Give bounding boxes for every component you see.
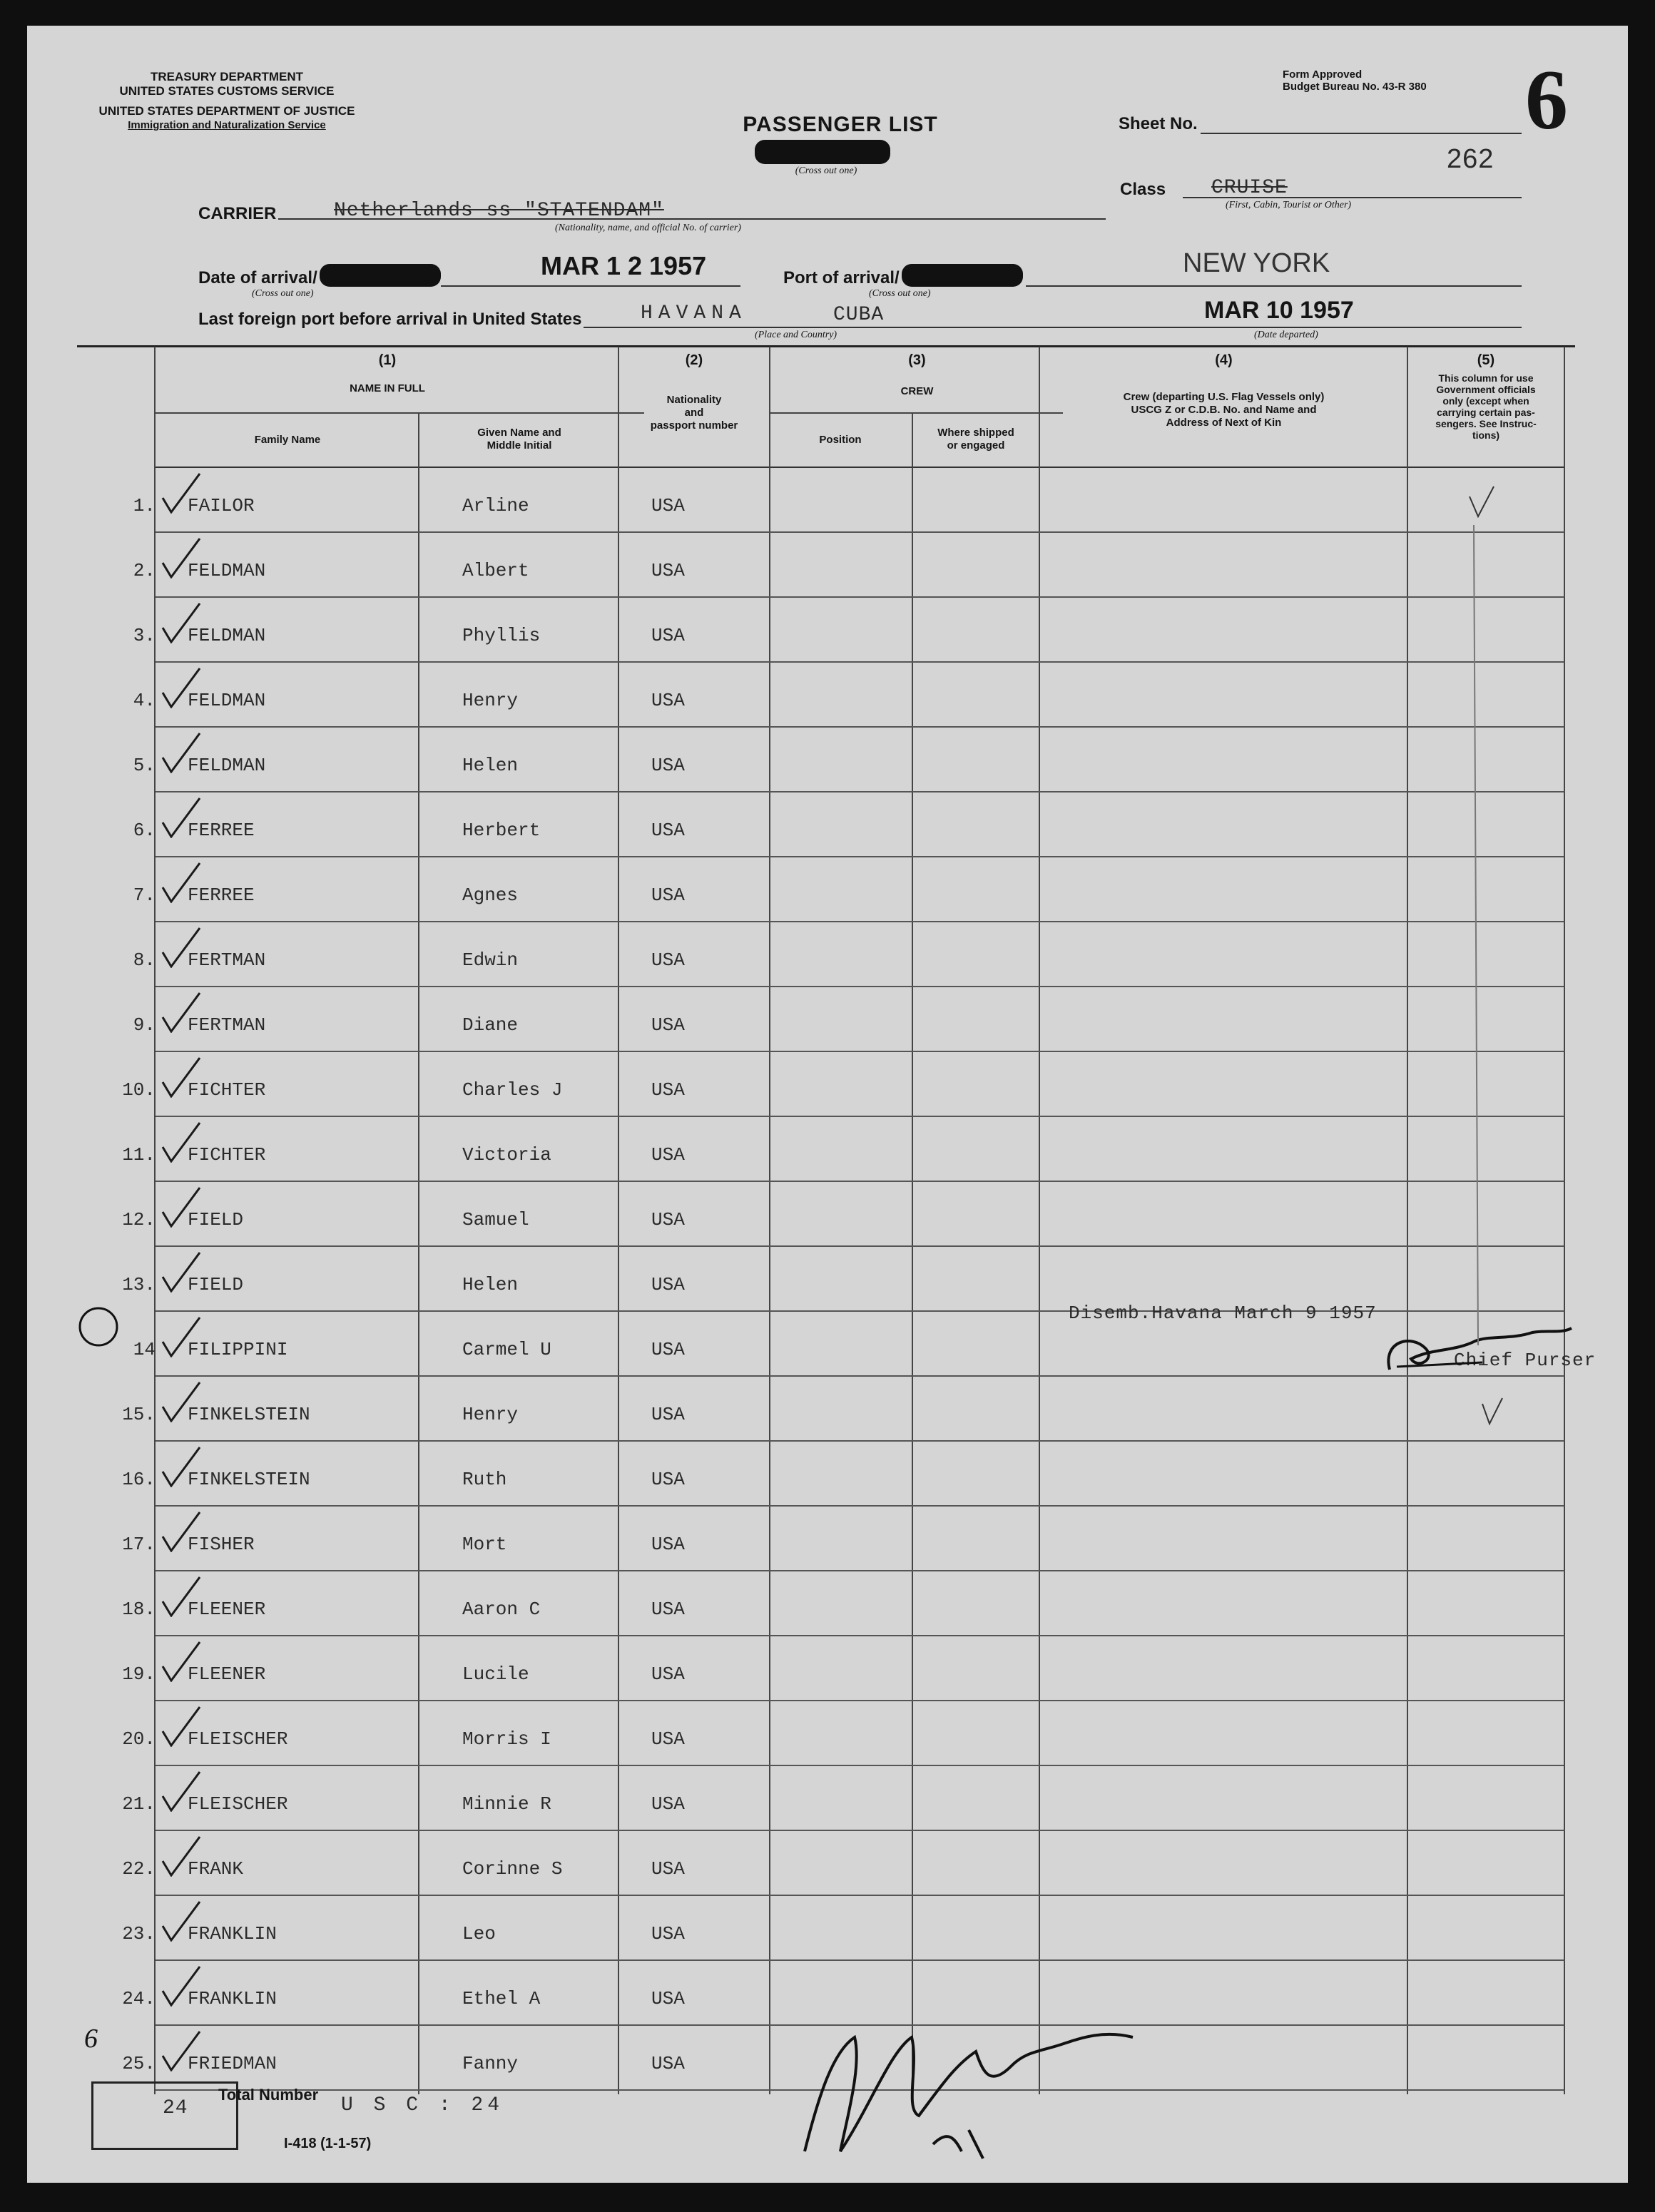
given-name-cell: Charles J — [462, 1079, 563, 1101]
row-divider — [156, 856, 1564, 857]
inspector-signature-icon — [776, 2009, 1147, 2180]
row-divider — [156, 1440, 1564, 1442]
row-number: 25. — [122, 2053, 156, 2074]
nationality-cell: USA — [651, 1923, 685, 1945]
row-number: 21. — [122, 1793, 156, 1815]
row-number: 7. — [133, 885, 156, 906]
given-name-cell: Ethel A — [462, 1988, 541, 2009]
row-divider — [156, 1181, 1564, 1182]
row-divider — [156, 986, 1564, 987]
nationality-cell: USA — [651, 1663, 685, 1685]
family-name-cell: FINKELSTEIN — [188, 1469, 310, 1490]
purser-note: Chief Purser — [1454, 1350, 1597, 1371]
row-number: 15. — [122, 1404, 156, 1425]
carrier-caption: (Nationality, name, and official No. of carrier) — [555, 223, 741, 233]
checkmark-icon — [160, 1509, 203, 1552]
nationality-cell: USA — [651, 690, 685, 711]
given-name-cell: Edwin — [462, 949, 519, 971]
family-name-cell: FERREE — [188, 885, 255, 906]
col-family-name: Family Name — [254, 434, 321, 446]
nationality-cell: USA — [651, 560, 685, 581]
checkmark-icon — [160, 795, 203, 838]
nationality-cell: USA — [651, 1014, 685, 1036]
nationality-cell: USA — [651, 1599, 685, 1620]
checkmark-icon — [160, 1769, 203, 1812]
col-nationality: Nationality and passport number — [650, 394, 738, 432]
row-divider — [156, 1116, 1564, 1117]
given-name-cell: Minnie R — [462, 1793, 551, 1815]
form-code: I-418 (1-1-57) — [284, 2136, 372, 2151]
checkmark-icon — [160, 1574, 203, 1617]
row-divider — [156, 531, 1564, 533]
checkmark-icon — [160, 666, 203, 708]
row-divider — [156, 596, 1564, 598]
family-name-cell: FELDMAN — [188, 690, 266, 711]
nationality-cell: USA — [651, 1858, 685, 1880]
redaction-mark — [320, 264, 441, 287]
date-arrival-value: MAR 1 2 1957 — [541, 251, 707, 280]
agency-justice: UNITED STATES DEPARTMENT OF JUSTICE — [98, 104, 355, 118]
col-1-title: NAME IN FULL — [350, 382, 425, 394]
family-name-cell: FILIPPINI — [188, 1339, 288, 1360]
row-number: 10. — [122, 1079, 156, 1101]
row-divider — [156, 1895, 1564, 1896]
nationality-cell: USA — [651, 1144, 685, 1166]
row-number: 12. — [122, 1209, 156, 1230]
given-name-cell: Helen — [462, 1274, 519, 1295]
given-name-cell: Corinne S — [462, 1858, 563, 1880]
checkmark-icon — [160, 601, 203, 643]
given-name-cell: Herbert — [462, 820, 541, 841]
family-name-cell: FISHER — [188, 1534, 255, 1555]
row-divider — [156, 726, 1564, 728]
carrier-label: CARRIER — [198, 204, 277, 223]
family-name-cell: FERTMAN — [188, 949, 266, 971]
family-name-cell: FAILOR — [188, 495, 255, 516]
col-3-number: (3) — [908, 352, 926, 368]
given-name-cell: Henry — [462, 1404, 519, 1425]
row-divider — [156, 921, 1564, 922]
total-number-value: 24 — [163, 2097, 188, 2119]
family-name-cell: FICHTER — [188, 1079, 266, 1101]
given-name-cell: Helen — [462, 755, 519, 776]
row-number: 1. — [133, 495, 156, 516]
col-position: Position — [819, 434, 862, 446]
purser-signature-icon — [1368, 1320, 1582, 1377]
last-port-country: CUBA — [833, 304, 885, 326]
checkmark-icon — [160, 925, 203, 968]
checkmark-icon — [160, 1964, 203, 2007]
checkmark-icon — [160, 1380, 203, 1422]
family-name-cell: FINKELSTEIN — [188, 1404, 310, 1425]
nationality-cell: USA — [651, 820, 685, 841]
nationality-cell: USA — [651, 1209, 685, 1230]
given-name-cell: Ruth — [462, 1469, 507, 1490]
checkmark-icon — [160, 1185, 203, 1228]
checkmark-icon — [160, 1250, 203, 1293]
given-name-cell: Victoria — [462, 1144, 551, 1166]
row-number: 11. — [122, 1144, 156, 1166]
checkmark-icon — [160, 1639, 203, 1682]
family-name-cell: FELDMAN — [188, 755, 266, 776]
nationality-cell: USA — [651, 625, 685, 646]
row-divider — [156, 1635, 1564, 1636]
agency-ins: Immigration and Naturalization Service — [128, 119, 326, 131]
given-name-cell: Henry — [462, 690, 519, 711]
family-name-cell: FIELD — [188, 1209, 244, 1230]
row-divider — [156, 791, 1564, 792]
row-number: 24. — [122, 1988, 156, 2009]
row-divider — [156, 1505, 1564, 1507]
row-number: 16. — [122, 1469, 156, 1490]
nationality-cell: USA — [651, 1274, 685, 1295]
row-number: 9. — [133, 1014, 156, 1036]
sheet-label: Sheet No. — [1119, 114, 1198, 133]
checkmark-icon — [160, 860, 203, 903]
family-name-cell: FLEISCHER — [188, 1728, 288, 1750]
checkmark-icon — [160, 1120, 203, 1163]
date-departed-caption: (Date departed) — [1254, 330, 1318, 340]
nationality-cell: USA — [651, 1793, 685, 1815]
port-arrival-label: Port of arrival/ — [783, 268, 900, 287]
col-given-name: Given Name and Middle Initial — [477, 427, 561, 452]
agency-customs: UNITED STATES CUSTOMS SERVICE — [119, 84, 335, 98]
checkmark-icon — [160, 1055, 203, 1098]
family-name-cell: FELDMAN — [188, 625, 266, 646]
class-caption: (First, Cabin, Tourist or Other) — [1226, 200, 1352, 210]
disembark-note: Disemb.Havana March 9 1957 — [1069, 1303, 1377, 1324]
checkmark-icon — [160, 1315, 203, 1357]
nationality-cell: USA — [651, 1404, 685, 1425]
family-name-cell: FICHTER — [188, 1144, 266, 1166]
row-divider — [156, 1830, 1564, 1831]
nationality-cell: USA — [651, 1728, 685, 1750]
sheet-number: 262 — [1447, 144, 1494, 174]
given-name-cell: Phyllis — [462, 625, 541, 646]
family-name-cell: FLEENER — [188, 1599, 266, 1620]
row-divider — [156, 1375, 1564, 1377]
nationality-cell: USA — [651, 495, 685, 516]
last-port-city: HAVANA — [641, 302, 747, 325]
agency-treasury: TREASURY DEPARTMENT — [150, 70, 304, 83]
row-circle-icon — [77, 1305, 120, 1348]
family-name-cell: FRIEDMAN — [188, 2053, 277, 2074]
checkmark-icon — [160, 536, 203, 579]
given-name-cell: Mort — [462, 1534, 507, 1555]
family-name-cell: FRANKLIN — [188, 1988, 277, 2009]
last-port-caption: (Place and Country) — [755, 330, 837, 340]
row-number: 5. — [133, 755, 156, 776]
budget-bureau: Budget Bureau No. 43-R 380 — [1283, 81, 1427, 93]
passenger-list-form — [27, 26, 1628, 2183]
checkmark-icon — [160, 1899, 203, 1942]
given-name-cell: Diane — [462, 1014, 519, 1036]
col-crew-next-of-kin: Crew (departing U.S. Flag Vessels only) USCG Z or C.D.B. No. and Name and Address of Next of Kin — [1123, 391, 1325, 429]
row-divider — [156, 661, 1564, 663]
nationality-cell: USA — [651, 2053, 685, 2074]
col-5-number: (5) — [1477, 352, 1495, 368]
row-divider — [156, 1765, 1564, 1766]
checkmark-icon — [1478, 1395, 1507, 1431]
crossout-caption-title: (Cross out one) — [795, 165, 857, 176]
row-number: 4. — [133, 690, 156, 711]
date-arrival-label: Date of arrival/ — [198, 268, 317, 287]
redaction-mark — [755, 140, 890, 164]
col-4-number: (4) — [1215, 352, 1233, 368]
row-divider — [156, 1051, 1564, 1052]
usc-count: U S C : 24 — [341, 2094, 504, 2116]
crossout-caption-port: (Cross out one) — [869, 288, 931, 299]
row-number: 2. — [133, 560, 156, 581]
family-name-cell: FRANK — [188, 1858, 244, 1880]
class-label: Class — [1120, 180, 1166, 199]
total-number-label: Total Number — [218, 2086, 319, 2104]
row-number: 18. — [122, 1599, 156, 1620]
nationality-cell: USA — [651, 949, 685, 971]
row-number: 23. — [122, 1923, 156, 1945]
row-divider — [156, 1570, 1564, 1571]
family-name-cell: FERTMAN — [188, 1014, 266, 1036]
checkmark-icon — [160, 990, 203, 1033]
family-name-cell: FRANKLIN — [188, 1923, 277, 1945]
nationality-cell: USA — [651, 755, 685, 776]
given-name-cell: Aaron C — [462, 1599, 541, 1620]
port-arrival-value: NEW YORK — [1183, 248, 1330, 278]
given-name-cell: Morris I — [462, 1728, 551, 1750]
given-name-cell: Lucile — [462, 1663, 529, 1685]
family-name-cell: FIELD — [188, 1274, 244, 1295]
crossout-caption-date: (Cross out one) — [252, 288, 314, 299]
family-name-cell: FLEISCHER — [188, 1793, 288, 1815]
given-name-cell: Leo — [462, 1923, 496, 1945]
last-port-label: Last foreign port before arrival in United States — [198, 310, 582, 329]
col-2-number: (2) — [685, 352, 703, 368]
class-value: CRUISE — [1211, 177, 1288, 199]
nationality-cell: USA — [651, 1339, 685, 1360]
col-where-shipped: Where shipped or engaged — [937, 427, 1014, 452]
checkmark-icon — [1464, 482, 1499, 525]
row-number: 17. — [122, 1534, 156, 1555]
row-number: 3. — [133, 625, 156, 646]
form-approved: Form Approved — [1283, 68, 1363, 81]
row-divider — [156, 1959, 1564, 1961]
page-number-handwritten: 6 — [1525, 52, 1568, 147]
checkmark-icon — [160, 471, 203, 514]
family-name-cell: FLEENER — [188, 1663, 266, 1685]
col-crew: CREW — [900, 385, 934, 397]
given-name-cell: Arline — [462, 495, 529, 516]
row-number: 8. — [133, 949, 156, 971]
row-number: 14 — [133, 1339, 156, 1360]
nationality-cell: USA — [651, 1988, 685, 2009]
given-name-cell: Agnes — [462, 885, 519, 906]
row-number: 19. — [122, 1663, 156, 1685]
row-number: 22. — [122, 1858, 156, 1880]
family-name-cell: FELDMAN — [188, 560, 266, 581]
redaction-mark — [902, 264, 1023, 287]
margin-mark: 6 — [84, 2024, 98, 2054]
given-name-cell: Albert — [462, 560, 529, 581]
checkmark-icon — [160, 1704, 203, 1747]
form-title: PASSENGER LIST — [743, 113, 938, 136]
nationality-cell: USA — [651, 885, 685, 906]
given-name-cell: Fanny — [462, 2053, 519, 2074]
given-name-cell: Samuel — [462, 1209, 529, 1230]
row-number: 6. — [133, 820, 156, 841]
nationality-cell: USA — [651, 1079, 685, 1101]
given-name-cell: Carmel U — [462, 1339, 551, 1360]
row-divider — [156, 1245, 1564, 1247]
checkmark-icon — [160, 730, 203, 773]
row-number: 13. — [122, 1274, 156, 1295]
col-1-number: (1) — [378, 352, 397, 368]
family-name-cell: FERREE — [188, 820, 255, 841]
nationality-cell: USA — [651, 1534, 685, 1555]
checkmark-icon — [160, 1444, 203, 1487]
checkmark-icon — [160, 1834, 203, 1877]
row-number: 20. — [122, 1728, 156, 1750]
checkmark-icon — [160, 2029, 203, 2071]
row-divider — [156, 1700, 1564, 1701]
date-departed-value: MAR 10 1957 — [1204, 297, 1354, 324]
col-government-use: This column for use Government officials only (except when carrying certain pas- sengers. See Instruc- tions) — [1435, 372, 1537, 441]
nationality-cell: USA — [651, 1469, 685, 1490]
carrier-value: Netherlands ss "STATENDAM" — [334, 200, 664, 222]
